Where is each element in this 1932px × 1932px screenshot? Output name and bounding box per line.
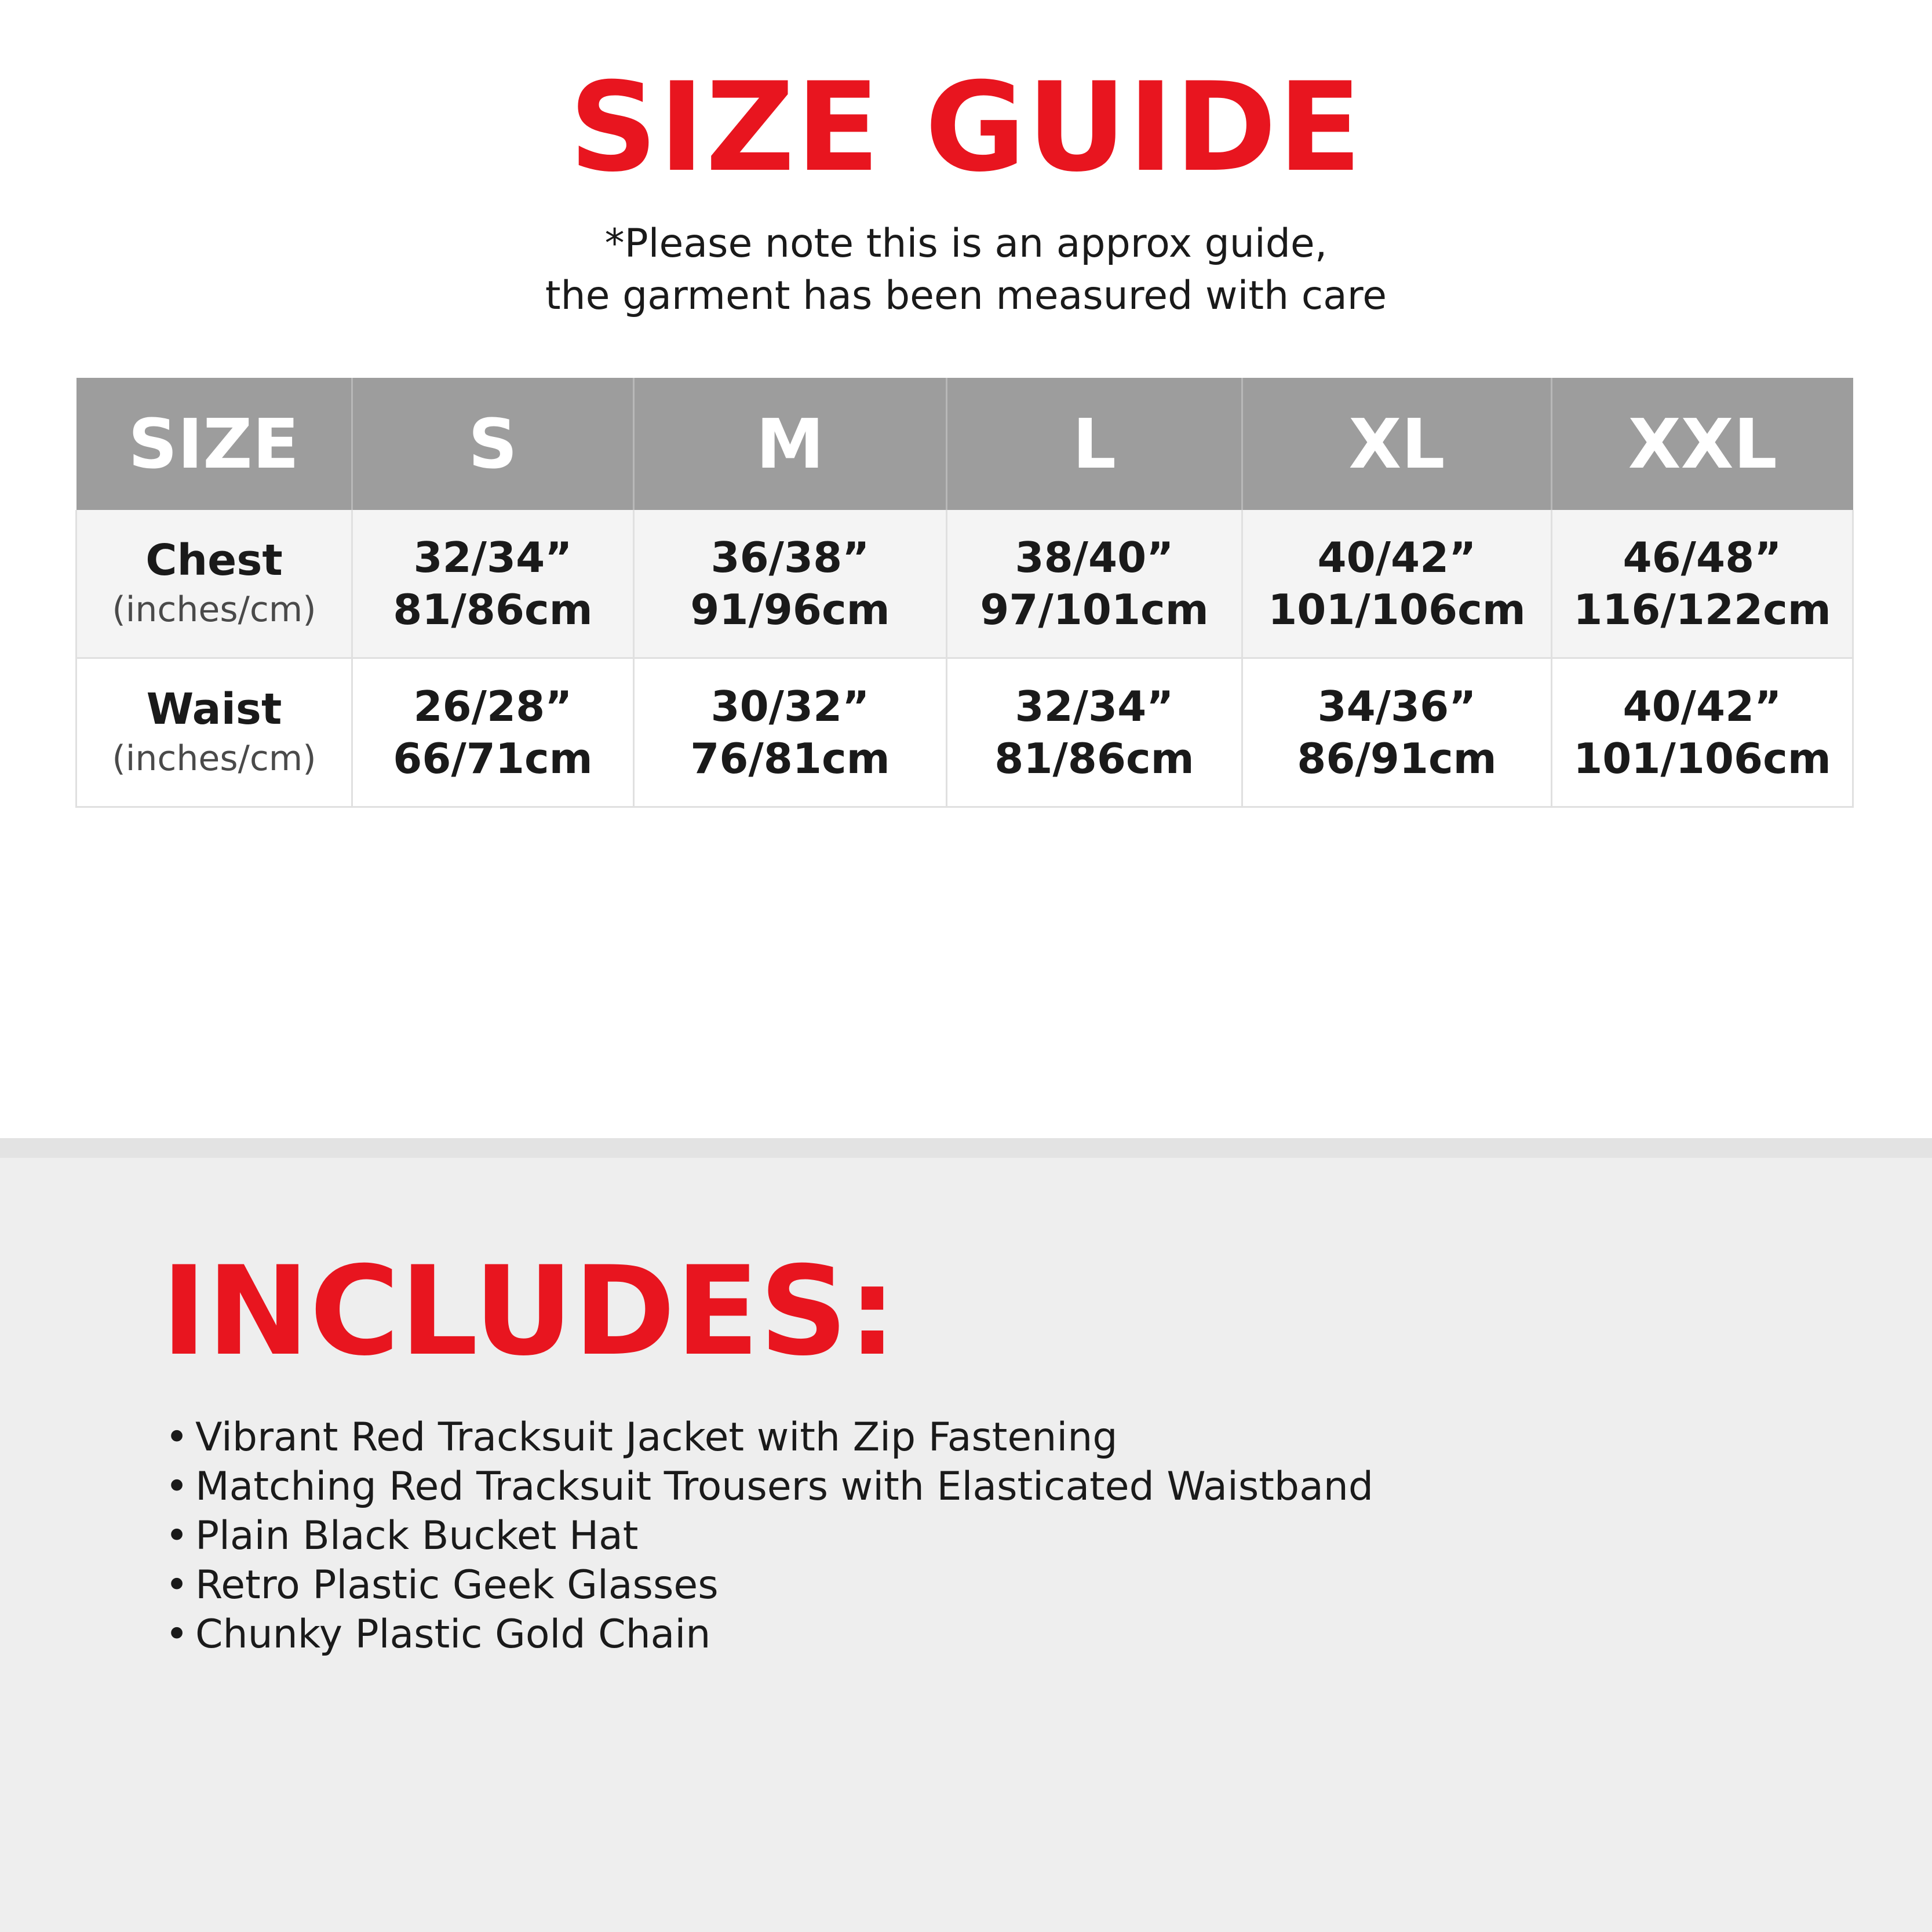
bullet-icon: • bbox=[165, 1562, 189, 1608]
header-l: L bbox=[947, 378, 1242, 510]
cell-cm: 91/96cm bbox=[690, 585, 890, 634]
cell-cm: 81/86cm bbox=[393, 585, 593, 634]
size-table bbox=[75, 378, 1854, 808]
cell-inches: 38/40” bbox=[1015, 533, 1174, 582]
bullet-icon: • bbox=[165, 1513, 189, 1559]
cell-cm: 97/101cm bbox=[980, 585, 1209, 634]
cell-inches: 32/34” bbox=[413, 533, 573, 582]
row-label: Waist bbox=[146, 684, 282, 734]
header-xl: XL bbox=[1242, 378, 1552, 510]
cell-inches: 40/42” bbox=[1623, 682, 1782, 731]
cell-cm: 76/81cm bbox=[690, 734, 890, 783]
cell-cm: 81/86cm bbox=[994, 734, 1194, 783]
cell-inches: 40/42” bbox=[1317, 533, 1477, 582]
table-row-chest bbox=[76, 510, 1853, 658]
table-cell bbox=[634, 510, 947, 658]
includes-title: INCLUDES: bbox=[161, 1240, 897, 1383]
list-item-text: Plain Black Bucket Hat bbox=[195, 1513, 639, 1559]
header-xxl: XXL bbox=[1552, 378, 1853, 510]
includes-section bbox=[0, 1138, 1932, 1932]
table-cell bbox=[1242, 658, 1552, 807]
table-cell bbox=[352, 510, 634, 658]
list-item bbox=[165, 1561, 1373, 1610]
page-title: SIZE GUIDE bbox=[569, 56, 1363, 199]
cell-cm: 66/71cm bbox=[393, 734, 593, 783]
cell-cm: 116/122cm bbox=[1573, 585, 1831, 634]
cell-inches: 26/28” bbox=[413, 682, 573, 731]
includes-list bbox=[165, 1413, 1373, 1659]
header-size: SIZE bbox=[76, 378, 352, 510]
cell-cm: 101/106cm bbox=[1573, 734, 1831, 783]
list-item-text: Chunky Plastic Gold Chain bbox=[195, 1612, 711, 1657]
size-note-line-2: the garment has been measured with care bbox=[545, 273, 1387, 319]
row-label-cell bbox=[76, 658, 352, 807]
list-item-text: Matching Red Tracksuit Trousers with Elasticated Waistband bbox=[195, 1464, 1374, 1510]
row-unit: (inches/cm) bbox=[112, 589, 316, 630]
list-item bbox=[165, 1462, 1373, 1511]
table-cell bbox=[352, 658, 634, 807]
list-item-text: Retro Plastic Geek Glasses bbox=[195, 1562, 719, 1608]
table-cell bbox=[947, 510, 1242, 658]
cell-inches: 30/32” bbox=[710, 682, 870, 731]
bullet-icon: • bbox=[165, 1612, 189, 1657]
table-cell bbox=[1552, 658, 1853, 807]
cell-cm: 86/91cm bbox=[1297, 734, 1497, 783]
header-m: M bbox=[634, 378, 947, 510]
cell-inches: 34/36” bbox=[1317, 682, 1477, 731]
row-label: Chest bbox=[145, 535, 283, 585]
list-item bbox=[165, 1511, 1373, 1561]
list-item bbox=[165, 1413, 1373, 1462]
table-row-waist bbox=[76, 658, 1853, 807]
row-unit: (inches/cm) bbox=[112, 738, 316, 779]
size-note bbox=[0, 218, 1932, 322]
table-cell bbox=[1242, 510, 1552, 658]
bullet-icon: • bbox=[165, 1415, 189, 1460]
table-cell bbox=[634, 658, 947, 807]
list-item bbox=[165, 1610, 1373, 1659]
cell-inches: 46/48” bbox=[1623, 533, 1782, 582]
bullet-icon: • bbox=[165, 1464, 189, 1510]
size-note-line-1: *Please note this is an approx guide, bbox=[604, 221, 1328, 267]
header-s: S bbox=[352, 378, 634, 510]
cell-cm: 101/106cm bbox=[1268, 585, 1526, 634]
size-table-header-row bbox=[76, 378, 1853, 510]
cell-inches: 36/38” bbox=[710, 533, 870, 582]
cell-inches: 32/34” bbox=[1015, 682, 1174, 731]
table-cell bbox=[947, 658, 1242, 807]
table-cell bbox=[1552, 510, 1853, 658]
list-item-text: Vibrant Red Tracksuit Jacket with Zip Fastening bbox=[195, 1415, 1118, 1460]
row-label-cell bbox=[76, 510, 352, 658]
